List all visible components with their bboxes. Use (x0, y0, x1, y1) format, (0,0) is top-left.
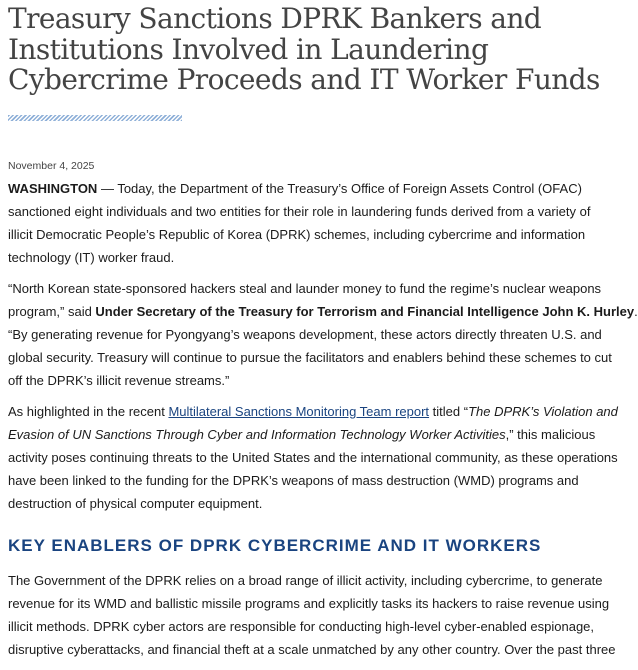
title-line: Institutions Involved in Laundering (8, 32, 489, 66)
report-link[interactable]: Multilateral Sanctions Monitoring Team report (168, 403, 430, 419)
paragraph-intro: WASHINGTON — Today, the Department of the Treasury’s Office of Foreign Assets Control (OFAC) sanctioned eight individuals and two entities for their role in laundering funds derived from a variety of illicit Democratic People’s Republic of Korea (DPRK) schemes, including cybercrime and information technology (IT) worker fraud. (8, 180, 591, 265)
paragraph-quote: “North Korean state-sponsored hackers steal and launder money to fund the regime’s nuclear weapons program,” said Under Secretary of the Treasury for Terrorism and Financial Intelligence John K. Hurley. “By generating revenue for Pyongyang’s weapons development, these actors directly threaten U.S. and global security. Treasury will continue to pursue the facilitators and enablers behind these schemes to cut off the DPRK’s illicit revenue streams.” (8, 280, 638, 388)
title-divider (8, 115, 182, 121)
paragraph-report: As highlighted in the recent Multilateral Sanctions Monitoring Team report titled “The DPRK’s Violation and Evasion of UN Sanctions Through Cyber and Information Technology Worker Activities,” this malicious activity poses continuing threats to the United States and the international community, as these operations have been linked to the funding for the DPRK’s weapons of mass destruction (WMD) programs and destruction of physical computer equipment. (8, 403, 618, 511)
section-heading: KEY ENABLERS OF DPRK CYBERCRIME AND IT WORKERS (8, 535, 542, 555)
report-title: The DPRK’s Violation and Evasion of UN Sanctions Through Cyber and Information Technology Worker Activities (8, 403, 618, 442)
paragraph-enablers: The Government of the DPRK relies on a broad range of illicit activity, including cybercrime, to generate revenue for its WMD and ballistic missile programs and explicitly tasks its hackers to raise revenue using illicit methods. DPRK cyber actors are responsible for conducting high-level cyber-enabled espionage, disruptive cyberattacks, and financial theft at a scale unmatched by any other country. Over the past three (8, 572, 616, 657)
publish-date: November 4, 2025 (8, 159, 95, 172)
official-name: Under Secretary of the Treasury for Terrorism and Financial Intelligence John K. Hurley (95, 303, 635, 319)
title-line: Treasury Sanctions DPRK Bankers and (8, 2, 542, 35)
dateline: WASHINGTON (8, 180, 98, 196)
title-line: Cybercrime Proceeds and IT Worker Funds (8, 63, 600, 96)
page-title (8, 0, 628, 96)
